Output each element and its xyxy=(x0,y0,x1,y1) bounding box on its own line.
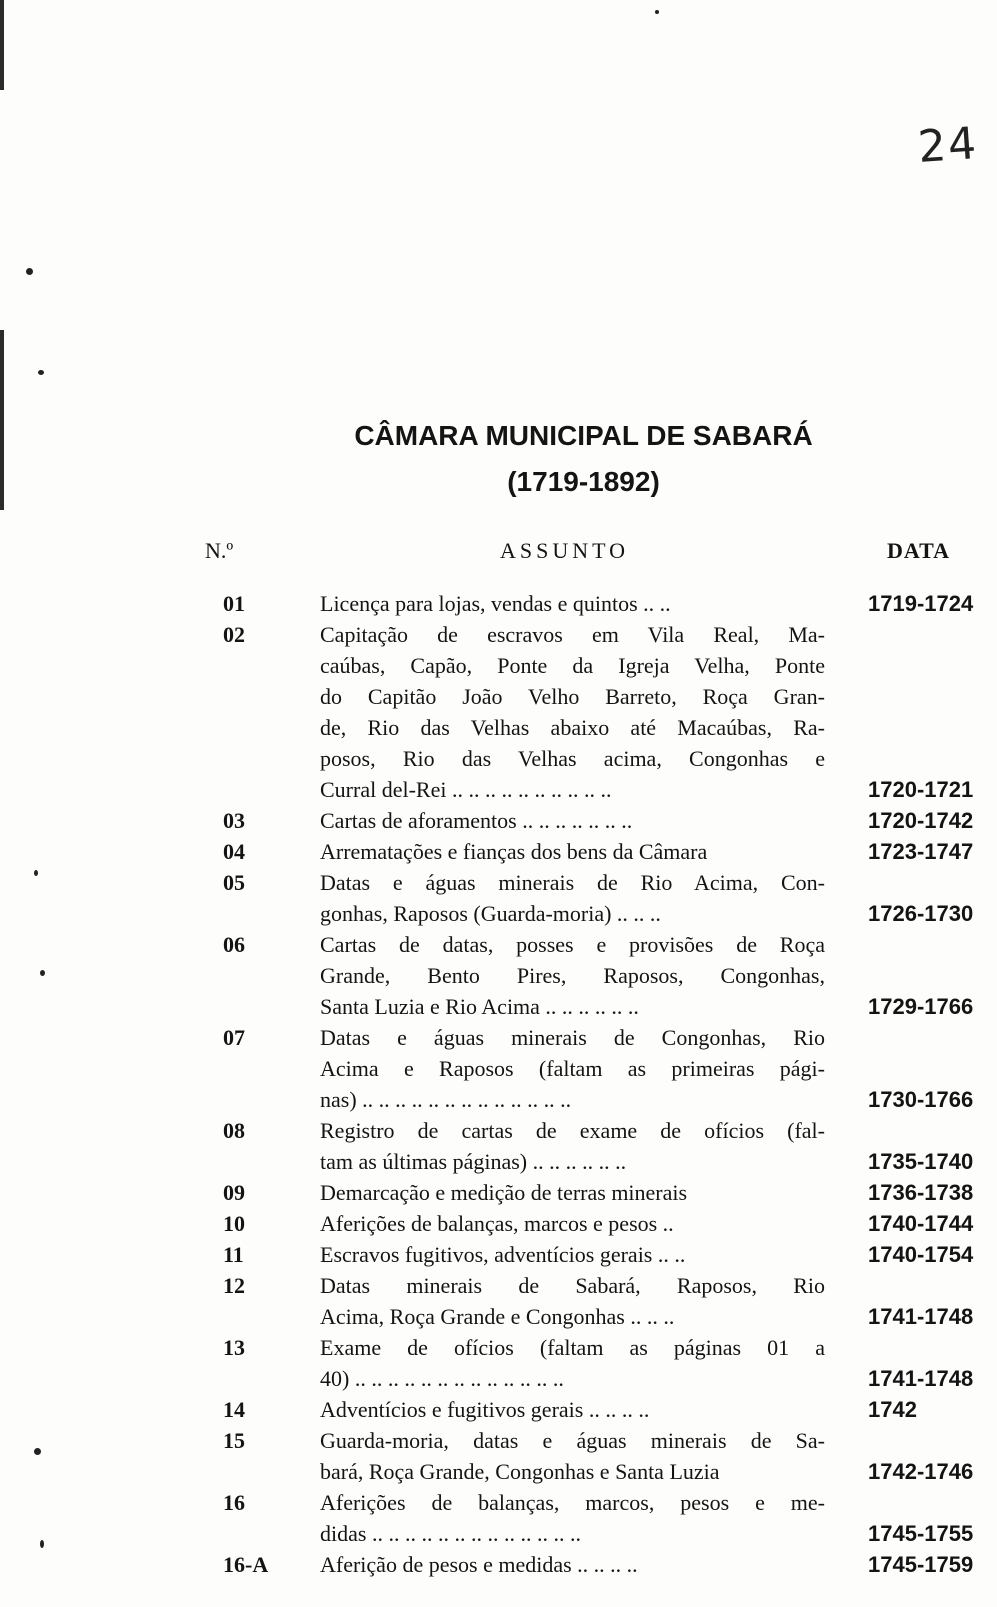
subject-line: Exame de ofícios (faltam as páginas 01 a xyxy=(320,1335,825,1360)
row-subject xyxy=(320,1239,825,1270)
row-subject xyxy=(320,1549,825,1580)
inventory-row xyxy=(0,1177,997,1208)
row-subject xyxy=(320,619,825,805)
subject-line: tam as últimas páginas) .. .. .. .. .. .. xyxy=(320,1149,627,1174)
row-date: 1741-1748 xyxy=(868,1304,974,1329)
row-subject xyxy=(320,1208,825,1239)
row-number: 16-A xyxy=(223,1552,269,1577)
row-number: 05 xyxy=(223,870,245,895)
inventory-row xyxy=(0,619,997,805)
subject-line: Santa Luzia e Rio Acima .. .. .. .. .. .. xyxy=(320,994,639,1019)
row-subject xyxy=(320,1394,825,1425)
row-date: 1729-1766 xyxy=(868,994,974,1019)
row-date: 1736-1738 xyxy=(868,1180,974,1205)
row-number: 04 xyxy=(223,839,245,864)
row-date: 1745-1755 xyxy=(868,1521,974,1546)
row-number: 03 xyxy=(223,808,245,833)
scan-speck xyxy=(38,370,44,375)
row-subject xyxy=(320,588,825,619)
row-number: 08 xyxy=(223,1118,245,1143)
row-subject xyxy=(320,1332,825,1394)
row-number: 16 xyxy=(223,1490,245,1515)
inventory-row xyxy=(0,1239,997,1270)
inventory-list xyxy=(0,588,997,1580)
subject-line: bará, Roça Grande, Congonhas e Santa Luzia xyxy=(320,1459,720,1484)
row-subject xyxy=(320,1425,825,1487)
row-date: 1719-1724 xyxy=(868,591,974,616)
subject-line: Demarcação e medição de terras minerais xyxy=(320,1180,688,1205)
row-date: 1740-1744 xyxy=(868,1211,974,1236)
inventory-row xyxy=(0,1270,997,1332)
row-number: 11 xyxy=(223,1242,244,1267)
row-date: 1742 xyxy=(868,1397,917,1422)
inventory-row xyxy=(0,1487,997,1549)
row-subject xyxy=(320,805,825,836)
row-subject xyxy=(320,1022,825,1115)
row-date: 1742-1746 xyxy=(868,1459,974,1484)
subject-line: Arrematações e fianças dos bens da Câmara xyxy=(320,839,708,864)
row-number: 13 xyxy=(223,1335,245,1360)
row-date: 1741-1748 xyxy=(868,1366,974,1391)
subject-line: Cartas de aforamentos .. .. .. .. .. .. .. xyxy=(320,808,633,833)
column-header-subject: ASSUNTO xyxy=(500,538,630,563)
row-number: 06 xyxy=(223,932,245,957)
subject-line: Capitação de escravos em Vila Real, Ma- xyxy=(320,622,825,647)
row-number: 07 xyxy=(223,1025,245,1050)
inventory-row xyxy=(0,1549,997,1580)
row-date: 1723-1747 xyxy=(868,839,974,864)
subject-line: Cartas de datas, posses e provisões de Roça xyxy=(320,932,825,957)
inventory-row xyxy=(0,1208,997,1239)
subject-line: do Capitão João Velho Barreto, Roça Gran- xyxy=(320,684,825,709)
subject-line: Aferição de pesos e medidas .. .. .. .. xyxy=(320,1552,638,1577)
subject-line: Guarda-moria, datas e águas minerais de Sa- xyxy=(320,1428,825,1453)
inventory-row xyxy=(0,588,997,619)
subject-line: nas) .. .. .. .. .. .. .. .. .. .. .. .. .. xyxy=(320,1087,572,1112)
subject-line: didas .. .. .. .. .. .. .. .. .. .. .. .. .. xyxy=(320,1521,581,1546)
subject-line: Acima, Roça Grande e Congonhas .. .. .. xyxy=(320,1304,675,1329)
row-date: 1735-1740 xyxy=(868,1149,974,1174)
scan-speck xyxy=(655,10,659,14)
row-subject xyxy=(320,867,825,929)
subject-line: Aferições de balanças, marcos, pesos e me- xyxy=(320,1490,825,1515)
row-date: 1740-1754 xyxy=(868,1242,974,1267)
subject-line: Grande, Bento Pires, Raposos, Congonhas, xyxy=(320,963,825,988)
subject-line: Licença para lojas, vendas e quintos .. .. xyxy=(320,591,671,616)
row-date: 1720-1721 xyxy=(868,777,974,802)
subject-line: Escravos fugitivos, adventícios gerais .. .. xyxy=(320,1242,686,1267)
row-number: 10 xyxy=(223,1211,245,1236)
subject-line: Datas e águas minerais de Rio Acima, Con- xyxy=(320,870,825,895)
column-header-date: DATA xyxy=(887,538,951,563)
inventory-row xyxy=(0,1394,997,1425)
inventory-row xyxy=(0,805,997,836)
inventory-row xyxy=(0,1425,997,1487)
inventory-row xyxy=(0,867,997,929)
row-subject xyxy=(320,1270,825,1332)
subject-line: Adventícios e fugitivos gerais .. .. .. .. xyxy=(320,1397,650,1422)
subject-line: de, Rio das Velhas abaixo até Macaúbas, Ra- xyxy=(320,715,825,740)
subject-line: gonhas, Raposos (Guarda-moria) .. .. .. xyxy=(320,901,661,926)
row-subject xyxy=(320,1177,825,1208)
subject-line: Registro de cartas de exame de ofícios (fal- xyxy=(320,1118,825,1143)
subject-line: Datas e águas minerais de Congonhas, Rio xyxy=(320,1025,825,1050)
subject-line: caúbas, Capão, Ponte da Igreja Velha, Ponte xyxy=(320,653,825,678)
row-date: 1726-1730 xyxy=(868,901,974,926)
row-subject xyxy=(320,1115,825,1177)
scan-edge-mark xyxy=(0,0,4,90)
subject-line: Aferições de balanças, marcos e pesos .. xyxy=(320,1211,674,1236)
row-number: 14 xyxy=(223,1397,245,1422)
document-period: (1719-1892) xyxy=(507,466,660,497)
row-subject xyxy=(320,836,825,867)
inventory-row xyxy=(0,1022,997,1115)
inventory-row xyxy=(0,1115,997,1177)
inventory-row xyxy=(0,836,997,867)
row-subject xyxy=(320,1487,825,1549)
row-number: 01 xyxy=(223,591,245,616)
subject-line: posos, Rio das Velhas acima, Congonhas e xyxy=(320,746,825,771)
document-title: CÂMARA MUNICIPAL DE SABARÁ xyxy=(354,420,813,451)
row-number: 09 xyxy=(223,1180,245,1205)
row-date: 1745-1759 xyxy=(868,1552,974,1577)
page-number-handwritten: 24 xyxy=(916,117,980,174)
subject-line: 40) .. .. .. .. .. .. .. .. .. .. .. .. .. xyxy=(320,1366,564,1391)
row-number: 12 xyxy=(223,1273,245,1298)
subject-line: Acima e Raposos (faltam as primeiras pági- xyxy=(320,1056,825,1081)
subject-line: Datas minerais de Sabará, Raposos, Rio xyxy=(320,1273,825,1298)
inventory-row xyxy=(0,1332,997,1394)
inventory-row xyxy=(0,929,997,1022)
column-header-number: N.º xyxy=(205,538,234,563)
scan-speck xyxy=(26,268,33,275)
subject-line: Curral del-Rei .. .. .. .. .. .. .. .. .. .. xyxy=(320,777,612,802)
row-number: 02 xyxy=(223,622,245,647)
row-date: 1730-1766 xyxy=(868,1087,974,1112)
row-date: 1720-1742 xyxy=(868,808,974,833)
row-number: 15 xyxy=(223,1428,245,1453)
row-subject xyxy=(320,929,825,1022)
